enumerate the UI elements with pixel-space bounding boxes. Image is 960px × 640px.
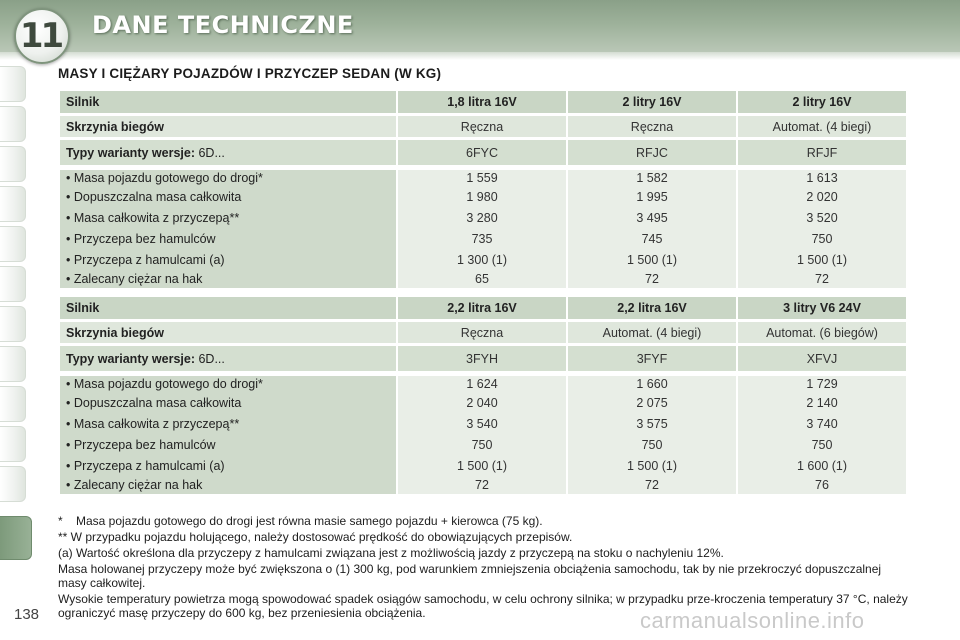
type-cell: RFJC — [568, 137, 736, 165]
type-label: Typy warianty wersje: — [66, 145, 195, 160]
row-value: 1 660 — [568, 371, 736, 392]
gearbox-row — [60, 113, 906, 137]
footnote: Wysokie temperatury powietrza mogą spowodować spadek osiągów samochodu, w celu ochrony silnika; w przypadku prze-kroczenia temperatury 37 °C, należy ograniczyć masę przyczepy do 600 kg, bez przeniesienia obciążenia. — [58, 592, 908, 620]
engine-row — [60, 297, 906, 319]
header-fade — [0, 52, 960, 60]
row-label: • Przyczepa z hamulcami (a) — [60, 249, 396, 270]
row-label: • Masa pojazdu gotowego do drogi* — [60, 165, 396, 186]
gearbox-cell: Automat. (4 biegi) — [738, 113, 906, 137]
chapter-tab-active[interactable] — [0, 516, 32, 560]
engine-cell: 2,2 litra 16V — [568, 297, 736, 319]
chapter-tab[interactable] — [0, 386, 26, 422]
row-value: 65 — [398, 270, 566, 288]
engine-label: Silnik — [60, 91, 396, 113]
row-label: • Przyczepa z hamulcami (a) — [60, 455, 396, 476]
row-label: • Masa pojazdu gotowego do drogi* — [60, 371, 396, 392]
chapter-number: 11 — [19, 16, 62, 56]
type-cell: 3FYF — [568, 343, 736, 371]
row-value: 1 980 — [398, 186, 566, 207]
engine-row — [60, 91, 906, 113]
table-row — [60, 270, 906, 288]
chapter-tabs — [0, 60, 30, 620]
row-value: 2 075 — [568, 392, 736, 413]
table-row — [60, 371, 906, 392]
chapter-tab[interactable] — [0, 106, 26, 142]
row-value: 3 740 — [738, 413, 906, 434]
row-value: 1 613 — [738, 165, 906, 186]
gearbox-cell: Automat. (6 biegów) — [738, 319, 906, 343]
page-number: 138 — [14, 606, 40, 623]
gearbox-cell: Ręczna — [568, 113, 736, 137]
page-title: DANE TECHNICZNE — [92, 11, 354, 39]
chapter-tab[interactable] — [0, 66, 26, 102]
row-value: 2 020 — [738, 186, 906, 207]
type-prefix: 6D... — [198, 351, 225, 366]
row-value: 72 — [568, 476, 736, 494]
row-value: 72 — [398, 476, 566, 494]
table-row — [60, 228, 906, 249]
type-cell: 3FYH — [398, 343, 566, 371]
row-value: 735 — [398, 228, 566, 249]
row-label: • Zalecany ciężar na hak — [60, 476, 396, 494]
footnote: Masa holowanej przyczepy może być zwiększona o (1) 300 kg, pod warunkiem zmniejszenia obciążenia samochodu, tak by nie przekroczyć dopuszczalnej masy całkowitej. — [58, 562, 882, 590]
chapter-tab[interactable] — [0, 466, 26, 502]
chapter-tab[interactable] — [0, 146, 26, 182]
row-value: 3 540 — [398, 413, 566, 434]
row-value: 3 495 — [568, 207, 736, 228]
row-value: 1 300 (1) — [398, 249, 566, 270]
chapter-tab[interactable] — [0, 266, 26, 302]
chapter-tab[interactable] — [0, 426, 26, 462]
engine-cell: 2,2 litra 16V — [398, 297, 566, 319]
spec-table-2 — [58, 297, 908, 494]
engine-cell: 1,8 litra 16V — [398, 91, 566, 113]
footnote: (a) Wartość określona dla przyczepy z hamulcami związana jest z możliwością jazdy z przyczepą na stoku o nachyleniu 12%. — [58, 546, 724, 560]
row-value: 72 — [738, 270, 906, 288]
type-cell: 6FYC — [398, 137, 566, 165]
type-cell: XFVJ — [738, 343, 906, 371]
row-value: 750 — [398, 434, 566, 455]
table-row — [60, 392, 906, 413]
footnote-mark: * — [58, 514, 63, 528]
row-value: 745 — [568, 228, 736, 249]
row-label: • Masa całkowita z przyczepą** — [60, 413, 396, 434]
engine-cell: 3 litry V6 24V — [738, 297, 906, 319]
row-value: 3 520 — [738, 207, 906, 228]
row-value: 76 — [738, 476, 906, 494]
row-value: 1 500 (1) — [398, 455, 566, 476]
row-value: 72 — [568, 270, 736, 288]
table-row — [60, 249, 906, 270]
section-title: MASY I CIĘŻARY POJAZDÓW I PRZYCZEP SEDAN (W KG) — [58, 66, 442, 81]
chapter-tab[interactable] — [0, 306, 26, 342]
row-label: • Przyczepa bez hamulców — [60, 228, 396, 249]
footnote — [58, 514, 908, 528]
row-value: 2 140 — [738, 392, 906, 413]
table-row — [60, 434, 906, 455]
row-value: 1 624 — [398, 371, 566, 392]
row-value: 1 729 — [738, 371, 906, 392]
row-value: 1 995 — [568, 186, 736, 207]
table-row — [60, 207, 906, 228]
table-row — [60, 455, 906, 476]
row-value: 1 559 — [398, 165, 566, 186]
row-value: 750 — [738, 434, 906, 455]
table-row — [60, 186, 906, 207]
row-label: • Masa całkowita z przyczepą** — [60, 207, 396, 228]
type-row — [60, 343, 906, 371]
type-cell: RFJF — [738, 137, 906, 165]
row-value: 3 280 — [398, 207, 566, 228]
chapter-badge — [14, 8, 70, 64]
gearbox-cell: Ręczna — [398, 113, 566, 137]
row-label: • Dopuszczalna masa całkowita — [60, 186, 396, 207]
footnote: ** W przypadku pojazdu holującego, należy dostosować prędkość do obowiązujących przepisów. — [58, 530, 573, 544]
row-value: 1 500 (1) — [568, 455, 736, 476]
footnote-text: Masa pojazdu gotowego do drogi jest równa masie samego pojazdu + kierowca (75 kg). — [76, 514, 543, 528]
type-prefix: 6D... — [198, 145, 225, 160]
gearbox-cell: Automat. (4 biegi) — [568, 319, 736, 343]
chapter-tab[interactable] — [0, 186, 26, 222]
row-value: 1 500 (1) — [738, 249, 906, 270]
chapter-tab[interactable] — [0, 226, 26, 262]
type-label-cell — [60, 343, 396, 371]
type-label-cell — [60, 137, 396, 165]
gearbox-label: Skrzynia biegów — [60, 113, 396, 137]
row-label: • Zalecany ciężar na hak — [60, 270, 396, 288]
chapter-tab[interactable] — [0, 346, 26, 382]
gearbox-label: Skrzynia biegów — [60, 319, 396, 343]
row-value: 1 500 (1) — [568, 249, 736, 270]
row-label: • Przyczepa bez hamulców — [60, 434, 396, 455]
row-value: 1 600 (1) — [738, 455, 906, 476]
footnotes — [58, 514, 908, 622]
table-row — [60, 413, 906, 434]
type-row — [60, 137, 906, 165]
row-value: 750 — [568, 434, 736, 455]
watermark: carmanualsonline.info — [640, 608, 865, 633]
engine-label: Silnik — [60, 297, 396, 319]
table-row — [60, 476, 906, 494]
row-value: 2 040 — [398, 392, 566, 413]
gearbox-cell: Ręczna — [398, 319, 566, 343]
row-label: • Dopuszczalna masa całkowita — [60, 392, 396, 413]
row-value: 3 575 — [568, 413, 736, 434]
type-label: Typy warianty wersje: — [66, 351, 195, 366]
spec-table-1 — [58, 91, 908, 288]
engine-cell: 2 litry 16V — [568, 91, 736, 113]
gearbox-row — [60, 319, 906, 343]
table-row — [60, 165, 906, 186]
engine-cell: 2 litry 16V — [738, 91, 906, 113]
row-value: 750 — [738, 228, 906, 249]
row-value: 1 582 — [568, 165, 736, 186]
